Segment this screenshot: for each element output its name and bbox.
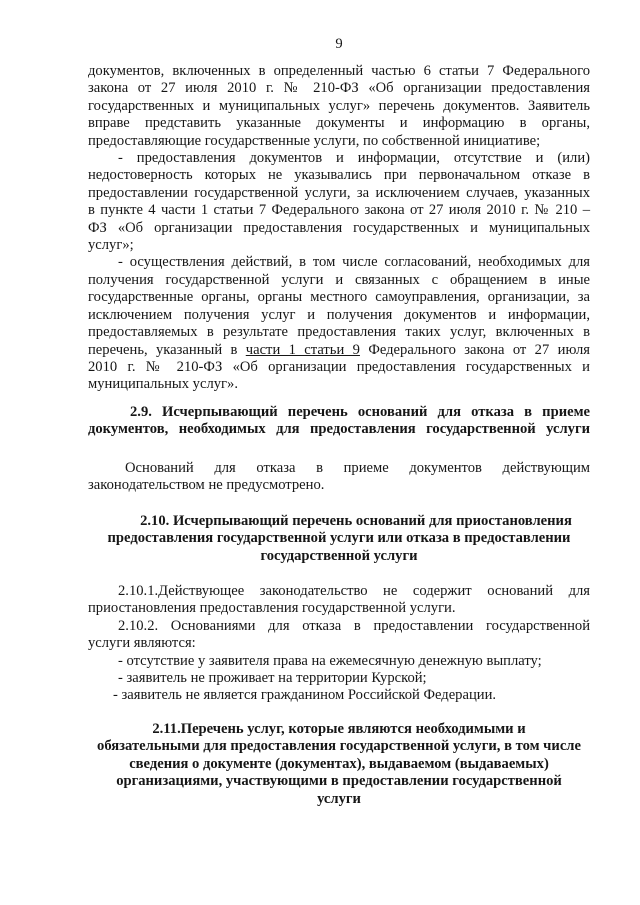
text-line: 2.10.1.Действующее законодательство не содержит оснований для bbox=[118, 583, 590, 599]
text-line: закона от 27 июля 2010 г. № 210-ФЗ «Об организации предоставления bbox=[88, 80, 590, 97]
heading-line: обязательными для предоставления государственной услуги, в том числе bbox=[97, 738, 581, 755]
text-line: предоставляющие государственные услуги, по собственной инициативе; bbox=[88, 132, 541, 149]
grounds-list bbox=[88, 653, 590, 705]
text-line: услуги являются: bbox=[88, 635, 196, 652]
section-heading-2-9 bbox=[88, 404, 590, 439]
heading-line: документов, необходимых для предоставления государственной услуги bbox=[88, 421, 590, 438]
heading-line: сведения о документе (документах), выдаваемом (выдаваемых) bbox=[129, 755, 549, 772]
text-line: 2010 г. № 210-ФЗ «Об организации предоставления государственных и bbox=[88, 358, 590, 375]
heading-line: услуги bbox=[317, 790, 361, 807]
text-line: в пункте 4 части 1 статьи 7 Федерального закона от 27 июля 2010 г. № 210 – bbox=[88, 202, 590, 219]
law-article-link[interactable]: части 1 статьи 9 bbox=[245, 341, 360, 358]
text-line: услуг»; bbox=[88, 237, 134, 254]
clause-2-10-1 bbox=[88, 583, 590, 618]
heading-line: 2.10. Исчерпывающий перечень оснований для приостановления bbox=[140, 513, 572, 529]
section-heading-2-11 bbox=[88, 721, 590, 808]
text-line: исключением получения услуг и получения документов и информации, bbox=[88, 306, 590, 323]
heading-line: 2.9. Исчерпывающий перечень оснований для отказа в приеме bbox=[130, 404, 590, 420]
text-line: приостановления предоставления государственной услуги. bbox=[88, 600, 456, 617]
text-line: получения государственной услуги и связанных с обращением в иные bbox=[88, 271, 590, 288]
text-line: государственные органы, органы местного самоуправления, организации, за bbox=[88, 289, 590, 306]
text-line: предоставляемых в результате предоставления таких услуг, включенных в bbox=[88, 324, 590, 341]
heading-line: 2.11.Перечень услуг, которые являются необходимыми и bbox=[152, 721, 526, 737]
text-line: Оснований для отказа в приеме документов действующим bbox=[125, 460, 590, 476]
text-line: документов, включенных в определенный частью 6 статьи 7 Федерального bbox=[88, 63, 590, 79]
text-line: - предоставления документов и информации, отсутствие и (или) bbox=[118, 150, 590, 167]
text-segment: Федерального закона от 27 июля bbox=[368, 341, 590, 358]
list-item-actions bbox=[88, 254, 590, 393]
clause-2-10-2 bbox=[88, 618, 590, 653]
paragraph-continuation bbox=[88, 63, 590, 150]
text-line: законодательством не предусмотрено. bbox=[88, 477, 325, 494]
section-heading-2-10 bbox=[88, 513, 590, 565]
list-item: - заявитель не проживает на территории Курской; bbox=[118, 670, 427, 687]
text-line bbox=[88, 342, 590, 359]
section-2-10-body bbox=[88, 583, 590, 705]
text-segment: перечень, указанный в bbox=[88, 341, 238, 358]
list-item-documents bbox=[88, 150, 590, 254]
heading-line: предоставления государственной услуги или отказа в предоставлении bbox=[107, 530, 571, 547]
heading-line: государственной услуги bbox=[260, 547, 418, 564]
text-line: предоставлении государственной услуги, за исключением случаев, указанных bbox=[88, 184, 590, 201]
text-line: ФЗ «Об организации предоставления государственных и муниципальных bbox=[88, 219, 590, 236]
text-line: 2.10.2. Основаниями для отказа в предоставлении государственной bbox=[118, 617, 590, 634]
text-line: муниципальных услуг». bbox=[88, 376, 238, 393]
intro-text bbox=[88, 63, 590, 394]
text-line: вправе представить указанные документы и информацию в органы, bbox=[88, 115, 590, 132]
text-line: государственных и муниципальных услуг» перечень документов. Заявитель bbox=[88, 97, 590, 114]
list-item: - заявитель не является гражданином Российской Федерации. bbox=[113, 687, 497, 704]
text-line: - осуществления действий, в том числе согласований, необходимых для bbox=[118, 254, 590, 271]
list-item: - отсутствие у заявителя права на ежемесячную денежную выплату; bbox=[118, 652, 542, 669]
heading-line: организациями, участвующими в предоставлении государственной bbox=[116, 773, 562, 790]
text-line: недостоверность которых не указывались при первоначальном отказе в bbox=[88, 167, 590, 184]
paragraph-2-9 bbox=[88, 460, 590, 495]
page-number: 9 bbox=[335, 36, 343, 52]
